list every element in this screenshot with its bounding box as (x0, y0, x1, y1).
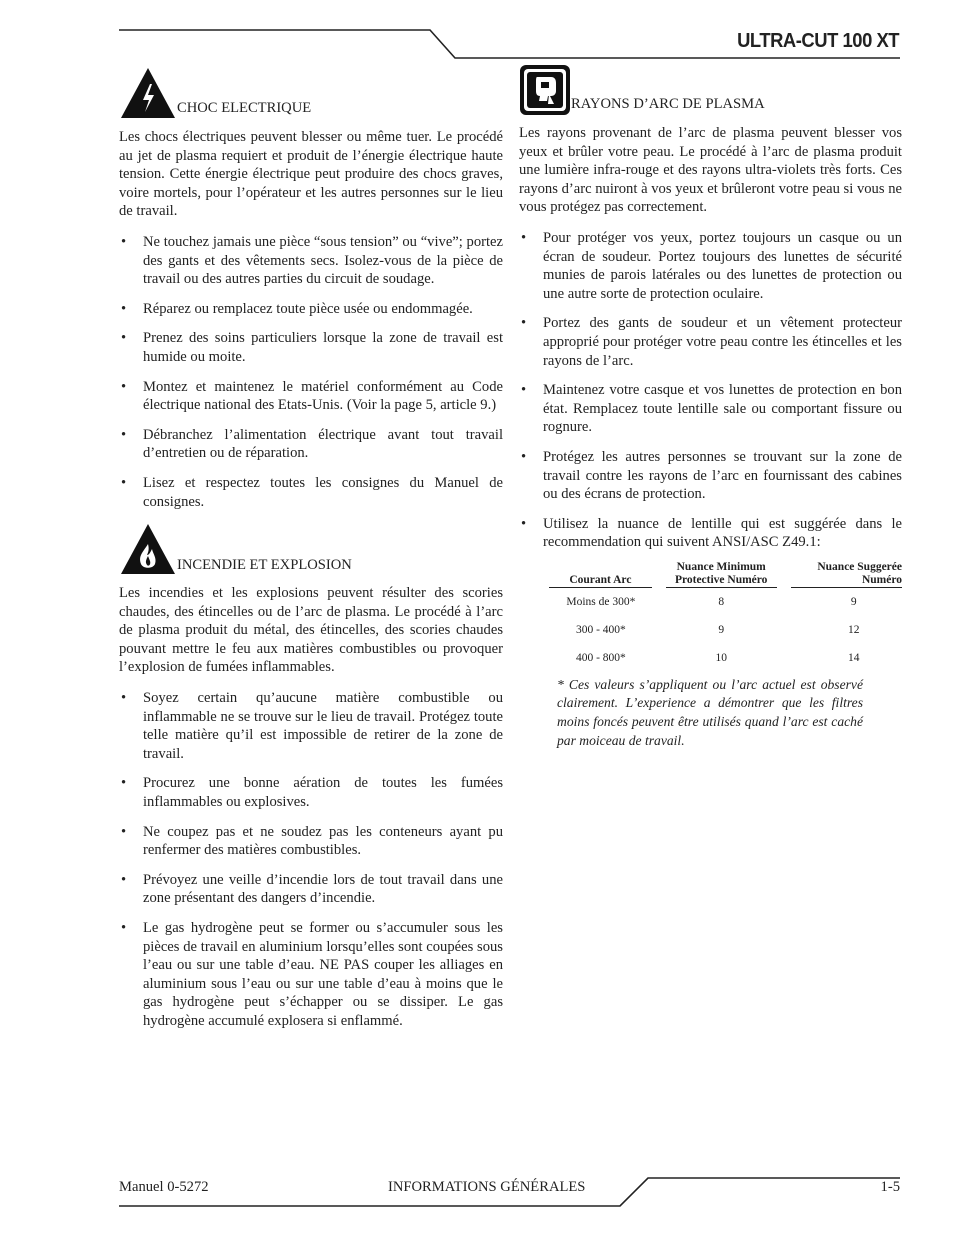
section-intro: Les rayons provenant de l’arc de plasma peuvent blesser vos yeux et brûler votre peau. Le procédé à l’arc de plasma produit une lumière infra-rouge et des rayons ultra-violets très forts. Ces rayons d’arc nuiront à vos yeux et brûleront votre peau si vous ne vous protégez pas correctement. (519, 125, 902, 216)
lens-shade-table (549, 561, 902, 672)
table-footnote: * Ces valeurs s’appliquent ou l’arc actuel est observé clairement. L’experience a démontrer que les filtres moins foncés peuvent être utilisés quand l’arc est caché par moiceau de travail. (557, 676, 863, 748)
list-item: • Lisez et respectez toutes les consignes du Manuel de consignes. (121, 474, 503, 510)
section-title: INCENDIE ET EXPLOSION (177, 556, 352, 573)
list-item: • Utilisez la nuance de lentille qui est suggérée dans le recommendation qui suivent ANSI/ASC Z49.1: (521, 515, 902, 551)
table-row: Moins de 300* 8 9 (566, 595, 857, 608)
section-intro: Les incendies et les explosions peuvent résulter des scories chaudes, des étincelles ou de l’arc de plasma. Le procédé à l’arc de plasma produit du métal, des étincelles, des scories chaudes pouvant mettre le feu aux matières combustibles ou provoquer l’explosion de fumées inflammables. (119, 585, 503, 676)
list-item: • Prévoyez une veille d’incendie lors de tout travail dans une zone présentant des dangers d’incendie. (121, 871, 503, 907)
product-title: ULTRA-CUT 100 XT (736, 30, 899, 52)
fire-explosion-heading (119, 522, 503, 576)
table-row: 300 - 400* 9 12 (575, 623, 860, 636)
list-item: • Le gas hydrogène peut se former ou s’accumuler sous les pièces de travail en aluminium lorsqu’elles sont coupées sous l’eau ou sur une table d’eau. NE PAS couper les alliages en aluminium sous l’eau ou sur une table d’eau à moins que le gas hydrogène peut s’échapper ou se dissiper. Le gas hydrogène accumulé explosera si enflammé. (121, 920, 503, 1029)
list-item: • Portez des gants de soudeur et un vêtement protecteur approprié pour protéger votre peau contre les étincelles et les rayons de l’arc. (521, 315, 902, 369)
table-row: 400 - 800* 10 14 (575, 651, 860, 664)
arc-rays-heading (519, 64, 902, 116)
table-header: Nuance Suggerée Numéro (777, 561, 902, 588)
manual-number: Manuel 0-5272 (119, 1179, 209, 1195)
list-item: • Débranchez l’alimentation électrique avant tout travail d’entretien ou de réparation. (121, 426, 503, 462)
electric-shock-warning-icon (119, 66, 177, 120)
list-item: • Soyez certain qu’aucune matière combustible ou inflammable ne se trouve sur le lieu de travail. Protégez toute telle matière qu’il est impossible de retirer de la zone de travail. (121, 690, 503, 762)
list-item: • Réparez ou remplacez toute pièce usée ou endommagée. (121, 300, 473, 317)
table-header-row (549, 561, 902, 588)
page-number: 1-5 (880, 1179, 900, 1195)
section-title: RAYONS D’ARC DE PLASMA (571, 96, 765, 113)
section-title: CHOC ELECTRIQUE (177, 100, 312, 117)
list-item: • Ne touchez jamais une pièce “sous tension” ou “vive”; portez des gants et des vêtements secs. Isolez-vous de la pièce de travail ou des autres parties du circuit de soudage. (121, 233, 503, 288)
fire-bullet-list (119, 689, 503, 1031)
welding-helmet-icon (519, 64, 571, 116)
rays-bullet-list (519, 229, 902, 552)
table-header: Courant Arc (549, 561, 666, 588)
fire-warning-icon (119, 522, 177, 576)
section-intro: Les chocs électriques peuvent blesser ou même tuer. Le procédé au jet de plasma requiert et produit de l’énergie électrique haute tension. Cette énergie électrique peut produire des chocs graves, voire mortels, pour l’opérateur et les autres personnes sur le lieu de travail. (119, 129, 503, 220)
list-item: • Ne coupez pas et ne soudez pas les conteneurs ayant pu renfermer des matières combustibles. (121, 823, 503, 859)
left-column (119, 66, 503, 1042)
list-item: • Pour protéger vos yeux, portez toujours un casque ou un écran de soudeur. Portez toujours des lunettes de sécurité munies de parois latérales ou des lunettes de protection ou une autre sorte de protection oculaire. (521, 229, 902, 302)
list-item: • Procurez une bonne aération de toutes les fumées inflammables ou explosives. (121, 775, 503, 811)
list-item: • Prenez des soins particuliers lorsque la zone de travail est humide ou moite. (121, 330, 503, 365)
right-column (519, 64, 902, 750)
list-item: • Maintenez votre casque et vos lunettes de protection en bon état. Remplacez toute lentille sale ou comportant fissure ou rognure. (521, 382, 902, 436)
list-item: • Protégez les autres personnes se trouvant sur la zone de travail contre les rayons de l’arc en fournissant des cabines ou des écrans de protection. (521, 448, 902, 503)
electric-shock-heading (119, 66, 503, 120)
list-item: • Montez et maintenez le matériel conformément au Code électrique national des Etats-Unis. (Voir la page 5, article 9.) (121, 378, 503, 414)
shock-bullet-list (119, 233, 503, 511)
section-name: INFORMATIONS GÉNÉRALES (388, 1179, 586, 1195)
table-header: Nuance Minimum Protective Numéro (666, 561, 777, 588)
